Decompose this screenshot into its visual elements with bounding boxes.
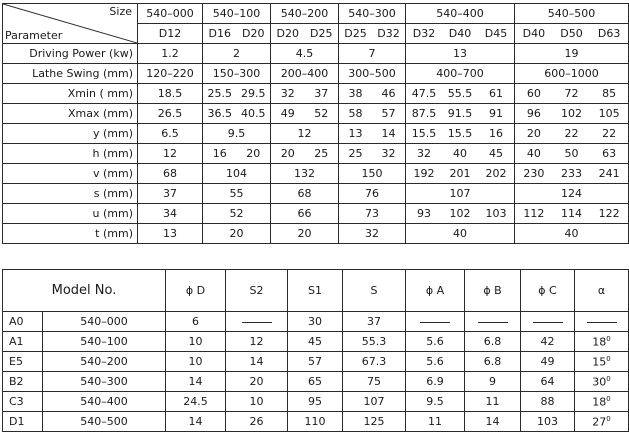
dimension-number: 30 <box>592 375 607 389</box>
dimension-number: 24.5 <box>183 395 208 408</box>
degree-mark: 0 <box>606 374 611 383</box>
spec-cell-value: 37 <box>314 87 329 100</box>
degree-mark: 0 <box>606 394 611 403</box>
model-column-header: 540–500 <box>515 4 629 24</box>
spec-cell-value: 49 <box>280 107 295 120</box>
dimension-header: ϕ A <box>406 270 465 312</box>
model-column-header: 540–100 <box>203 4 271 24</box>
dimension-value <box>166 332 226 352</box>
spec-cell: 1.2 <box>138 44 203 64</box>
dimension-number: 107 <box>363 395 385 408</box>
dimension-number: 6.9 <box>426 375 444 388</box>
diameter-subheader-value: D45 <box>484 27 508 40</box>
spec-cell: 20 <box>203 224 271 244</box>
spec-row <box>3 144 629 164</box>
model-column-header: 540–300 <box>339 4 406 24</box>
spec-cell-value: 102 <box>449 207 471 220</box>
spec-row <box>3 44 629 64</box>
dimension-number: 57 <box>308 355 322 368</box>
spec-cell-value: 32 <box>381 147 396 160</box>
empty-dash <box>587 322 617 323</box>
dimension-value <box>288 332 343 352</box>
dimension-value <box>575 412 629 432</box>
dimension-number: 9.5 <box>426 395 444 408</box>
spec-cell-value: 105 <box>598 107 620 120</box>
dimension-value <box>343 412 406 432</box>
parameter-name: v (mm) <box>3 164 138 184</box>
spec-cell <box>406 164 515 184</box>
spec-cell-value: 230 <box>523 167 545 180</box>
model-no-header: Model No. <box>3 270 166 312</box>
model-column-header: 540–200 <box>271 4 339 24</box>
spec-cell: 18.5 <box>138 84 203 104</box>
diameter-subheader-value: D32 <box>377 27 400 40</box>
model-code: D1 <box>3 412 43 432</box>
dimension-value <box>575 332 629 352</box>
dimension-number: 11 <box>485 395 500 408</box>
model-code: A0 <box>3 312 43 332</box>
model-row <box>3 312 629 332</box>
spec-cell: 37 <box>138 184 203 204</box>
spec-cell-value: 22 <box>602 127 617 140</box>
spec-cell <box>515 124 629 144</box>
degree-mark: 0 <box>606 414 611 423</box>
dimension-header: α <box>575 270 629 312</box>
spec-cell <box>406 144 515 164</box>
dimension-value <box>226 392 288 412</box>
spec-cell: 68 <box>138 164 203 184</box>
dimension-number: 15 <box>592 355 607 369</box>
parameter-name: Driving Power (kw) <box>3 44 138 64</box>
spec-cell <box>515 204 629 224</box>
dimension-header: S <box>343 270 406 312</box>
model-row <box>3 392 629 412</box>
dimension-value <box>288 392 343 412</box>
dimension-header: S2 <box>226 270 288 312</box>
spec-cell <box>406 124 515 144</box>
spec-cell-value: 103 <box>485 207 507 220</box>
spec-cell <box>203 144 271 164</box>
spec-cell-value: 15.5 <box>411 127 437 140</box>
spec-cell-value: 102 <box>561 107 582 120</box>
spec-cell: 150 <box>339 164 406 184</box>
spec-cell-value: 57 <box>381 107 396 120</box>
spec-cell-value: 46 <box>381 87 396 100</box>
model-number: 540–500 <box>43 412 166 432</box>
diameter-subheader <box>271 24 339 44</box>
dimension-value <box>288 312 343 332</box>
spec-cell: 124 <box>515 184 629 204</box>
spec-cell-value: 192 <box>413 167 435 180</box>
dimension-number: 110 <box>304 415 326 428</box>
size-parameter-table <box>2 3 629 244</box>
spec-cell <box>406 204 515 224</box>
dimension-number: 6.8 <box>483 335 502 348</box>
diameter-subheader-value: D50 <box>560 27 583 40</box>
spec-cell: 4.5 <box>271 44 339 64</box>
dimension-header: ϕ B <box>465 270 521 312</box>
dimension-value <box>406 332 465 352</box>
dimension-number: 67.3 <box>361 355 387 368</box>
dimension-number: 10 <box>188 335 203 348</box>
spec-cell-value: 29.5 <box>241 87 266 100</box>
model-row <box>3 372 629 392</box>
model-code: A1 <box>3 332 43 352</box>
size-parameter-corner <box>3 4 138 44</box>
dimension-value <box>343 352 406 372</box>
spec-cell: 104 <box>203 164 271 184</box>
dimension-number: 45 <box>308 335 322 348</box>
spec-cell: 2 <box>203 44 271 64</box>
parameter-name: t (mm) <box>3 224 138 244</box>
dimension-number: 11 <box>428 415 442 428</box>
spec-cell: 12 <box>271 124 339 144</box>
parameter-name: Lathe Swing (mm) <box>3 64 138 84</box>
parameter-label: Parameter <box>5 29 63 42</box>
spec-cell: 13 <box>406 44 515 64</box>
spec-cell: 300–500 <box>339 64 406 84</box>
spec-cell: 13 <box>138 224 203 244</box>
spec-cell <box>271 144 339 164</box>
dimension-value <box>166 412 226 432</box>
spec-cell: 200–400 <box>271 64 339 84</box>
dimension-value <box>521 332 575 352</box>
parameter-name: y (mm) <box>3 124 138 144</box>
dimension-value <box>575 372 629 392</box>
empty-dash <box>242 322 272 323</box>
dimension-number: 65 <box>308 375 322 388</box>
spec-cell-value: 91 <box>488 107 503 120</box>
spec-cell: 40 <box>515 224 629 244</box>
spec-cell-value: 58 <box>348 107 363 120</box>
dimension-value <box>521 412 575 432</box>
spec-cell: 34 <box>138 204 203 224</box>
diameter-subheader-value: D40 <box>448 27 472 40</box>
spec-row <box>3 84 629 104</box>
dimension-value <box>465 332 521 352</box>
dimension-value <box>465 312 521 332</box>
empty-dash <box>478 322 508 323</box>
dimension-number: 14 <box>188 415 203 428</box>
model-code: B2 <box>3 372 43 392</box>
spec-cell-value: 87.5 <box>411 107 437 120</box>
dimension-value <box>521 372 575 392</box>
dimension-value <box>226 352 288 372</box>
diameter-subheader <box>339 24 406 44</box>
dimension-value <box>406 372 465 392</box>
dimension-value <box>465 412 521 432</box>
dimension-header: ϕ C <box>521 270 575 312</box>
spec-cell-value: 233 <box>561 167 582 180</box>
dimension-value <box>406 392 465 412</box>
spec-cell: 76 <box>339 184 406 204</box>
spec-cell-value: 13 <box>348 127 363 140</box>
spec-cell-value: 52 <box>314 107 329 120</box>
diameter-subheader-value: D32 <box>412 27 436 40</box>
spec-cell <box>515 164 629 184</box>
spec-cell <box>271 84 339 104</box>
spec-cell: 32 <box>339 224 406 244</box>
spec-cell-value: 91.5 <box>447 107 473 120</box>
dimension-number: 9 <box>489 375 496 388</box>
parameter-name: u (mm) <box>3 204 138 224</box>
model-row <box>3 352 629 372</box>
model-number: 540–100 <box>43 332 166 352</box>
model-code: C3 <box>3 392 43 412</box>
dimension-value <box>575 312 629 332</box>
dimension-number: 26 <box>249 415 264 428</box>
spec-cell-value: 61 <box>488 87 503 100</box>
dimension-value <box>226 412 288 432</box>
model-row <box>3 412 629 432</box>
parameter-name: Xmin ( mm) <box>3 84 138 104</box>
dimension-number: 88 <box>540 395 555 408</box>
spec-cell-value: 96 <box>526 107 541 120</box>
dimension-value <box>406 312 465 332</box>
diameter-subheader: D12 <box>138 24 203 44</box>
dimension-number: 27 <box>592 415 607 429</box>
spec-cell-value: 14 <box>381 127 396 140</box>
dimension-number: 37 <box>367 315 381 328</box>
spec-cell: 120–220 <box>138 64 203 84</box>
dimension-number: 75 <box>367 375 381 388</box>
spec-cell-value: 25.5 <box>207 87 232 100</box>
spec-cell: 73 <box>339 204 406 224</box>
spec-cell <box>339 124 406 144</box>
spec-cell-value: 38 <box>348 87 363 100</box>
dimension-value <box>465 392 521 412</box>
size-label: Size <box>109 5 132 18</box>
spec-cell-value: 60 <box>526 87 541 100</box>
spec-cell: 7 <box>339 44 406 64</box>
dimension-number: 64 <box>540 375 555 388</box>
spec-cell-value: 16 <box>488 127 503 140</box>
spec-cell <box>406 104 515 124</box>
spec-cell-value: 72 <box>564 87 579 100</box>
dimension-number: 42 <box>540 335 555 348</box>
spec-cell <box>515 84 629 104</box>
spec-cell: 66 <box>271 204 339 224</box>
spec-row <box>3 64 629 84</box>
spec-cell-value: 20 <box>526 127 541 140</box>
spec-cell-value: 32 <box>280 87 295 100</box>
dimension-number: 12 <box>249 335 264 348</box>
spec-row <box>3 104 629 124</box>
diameter-subheader-value: D16 <box>208 27 231 40</box>
spec-cell-value: 112 <box>523 207 545 220</box>
dimension-header: S1 <box>288 270 343 312</box>
dimension-number: 125 <box>363 415 385 428</box>
spec-cell: 19 <box>515 44 629 64</box>
dimension-value <box>343 392 406 412</box>
diameter-subheader <box>203 24 271 44</box>
dimension-value <box>406 352 465 372</box>
diameter-subheader <box>406 24 515 44</box>
dimension-value <box>343 372 406 392</box>
spec-cell: 52 <box>203 204 271 224</box>
spec-cell-value: 50 <box>564 147 579 160</box>
spec-cell-value: 25 <box>314 147 329 160</box>
spec-cell-value: 122 <box>598 207 620 220</box>
model-number: 540–200 <box>43 352 166 372</box>
spec-cell-value: 15.5 <box>447 127 473 140</box>
dimension-number: 95 <box>308 395 322 408</box>
spec-cell-value: 241 <box>598 167 620 180</box>
diameter-subheader-value: D20 <box>242 27 265 40</box>
spec-cell: 40 <box>406 224 515 244</box>
spec-row <box>3 124 629 144</box>
spec-cell: 9.5 <box>203 124 271 144</box>
spec-cell <box>515 144 629 164</box>
degree-mark: 0 <box>606 334 611 343</box>
spec-cell: 6.5 <box>138 124 203 144</box>
diameter-subheader-value: D25 <box>310 27 333 40</box>
dimension-number: 14 <box>249 355 264 368</box>
dimension-value <box>465 372 521 392</box>
spec-cell-value: 201 <box>449 167 471 180</box>
spec-cell: 400–700 <box>406 64 515 84</box>
dimension-number: 55.3 <box>361 335 387 348</box>
dimension-value <box>166 352 226 372</box>
dimension-value <box>521 312 575 332</box>
diameter-subheader-value: D25 <box>344 27 367 40</box>
dimension-number: 10 <box>188 355 203 368</box>
dimension-number: 18 <box>592 395 607 409</box>
model-code: E5 <box>3 352 43 372</box>
dimension-value <box>226 332 288 352</box>
spec-cell <box>203 104 271 124</box>
model-number: 540–400 <box>43 392 166 412</box>
dimension-value <box>166 312 226 332</box>
spec-cell-value: 55.5 <box>447 87 473 100</box>
diameter-subheader <box>515 24 629 44</box>
model-number: 540–000 <box>43 312 166 332</box>
dimension-value <box>343 332 406 352</box>
model-column-header: 540–000 <box>138 4 203 24</box>
spec-cell-value: 45 <box>488 147 503 160</box>
dimension-value <box>575 352 629 372</box>
model-header-row <box>3 270 629 312</box>
dimension-value <box>166 392 226 412</box>
dimension-value <box>521 392 575 412</box>
dimension-number: 14 <box>188 375 203 388</box>
dimension-value <box>226 312 288 332</box>
dimension-value <box>465 352 521 372</box>
model-number: 540–300 <box>43 372 166 392</box>
spec-cell-value: 16 <box>212 147 227 160</box>
spec-cell-value: 25 <box>348 147 363 160</box>
spec-cell: 150–300 <box>203 64 271 84</box>
dimension-value <box>575 392 629 412</box>
spec-cell-value: 114 <box>561 207 582 220</box>
dimension-header: ϕ D <box>166 270 226 312</box>
spec-row <box>3 224 629 244</box>
model-row <box>3 332 629 352</box>
empty-dash <box>533 322 563 323</box>
diameter-subheader-value: D63 <box>597 27 621 40</box>
dimension-value <box>288 352 343 372</box>
spec-row <box>3 204 629 224</box>
dimension-number: 49 <box>540 355 555 368</box>
spec-cell <box>271 104 339 124</box>
dimension-number: 6.8 <box>483 355 502 368</box>
spec-header-row <box>3 4 629 24</box>
spec-cell <box>339 84 406 104</box>
spec-cell-value: 40.5 <box>241 107 266 120</box>
diameter-subheader-value: D20 <box>276 27 299 40</box>
dimension-number: 20 <box>249 375 264 388</box>
spec-cell: 20 <box>271 224 339 244</box>
spec-cell-value: 93 <box>417 207 431 220</box>
spec-cell: 132 <box>271 164 339 184</box>
spec-cell: 26.5 <box>138 104 203 124</box>
spec-cell <box>515 104 629 124</box>
spec-cell: 68 <box>271 184 339 204</box>
spec-cell-value: 20 <box>246 147 261 160</box>
dimension-number: 6 <box>192 315 199 328</box>
spec-cell: 55 <box>203 184 271 204</box>
dimension-value <box>288 412 343 432</box>
dimension-number: 103 <box>537 415 558 428</box>
spec-cell: 107 <box>406 184 515 204</box>
spec-cell-value: 63 <box>602 147 617 160</box>
dimension-number: 18 <box>592 335 607 349</box>
spec-cell-value: 32 <box>417 147 431 160</box>
spec-cell-value: 47.5 <box>411 87 437 100</box>
dimension-value <box>406 412 465 432</box>
spec-cell-value: 40 <box>526 147 541 160</box>
spec-cell <box>339 144 406 164</box>
spec-cell <box>339 104 406 124</box>
degree-mark: 0 <box>606 354 611 363</box>
dimension-number: 5.6 <box>426 335 444 348</box>
spec-cell-value: 20 <box>280 147 295 160</box>
dimension-number: 5.6 <box>426 355 444 368</box>
spec-cell-value: 85 <box>602 87 617 100</box>
spec-cell-value: 40 <box>452 147 467 160</box>
spec-row <box>3 164 629 184</box>
spec-row <box>3 184 629 204</box>
dimension-value <box>288 372 343 392</box>
diameter-subheader-value: D40 <box>522 27 546 40</box>
spec-cell-value: 22 <box>564 127 579 140</box>
dimension-value <box>343 312 406 332</box>
spec-cell: 12 <box>138 144 203 164</box>
dimension-number: 30 <box>308 315 322 328</box>
parameter-name: h (mm) <box>3 144 138 164</box>
spec-cell-value: 36.5 <box>207 107 232 120</box>
spec-cell: 600–1000 <box>515 64 629 84</box>
empty-dash <box>420 322 450 323</box>
spec-cell <box>406 84 515 104</box>
model-dimension-table <box>2 269 629 432</box>
spec-cell-value: 202 <box>485 167 507 180</box>
parameter-name: Xmax (mm) <box>3 104 138 124</box>
dimension-value <box>166 372 226 392</box>
dimension-value <box>521 352 575 372</box>
spec-cell <box>203 84 271 104</box>
model-column-header: 540–400 <box>406 4 515 24</box>
dimension-number: 10 <box>249 395 264 408</box>
dimension-value <box>226 372 288 392</box>
dimension-number: 14 <box>485 415 500 428</box>
parameter-name: s (mm) <box>3 184 138 204</box>
